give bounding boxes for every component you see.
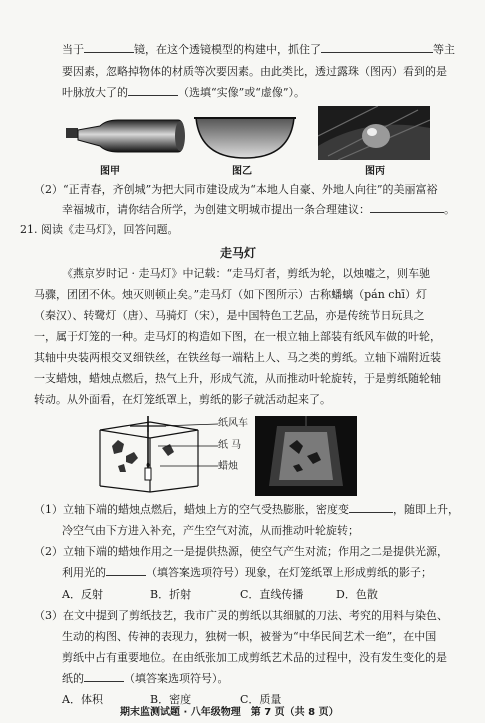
article-line: 一支蜡烛，蜡烛点燃后，热气上升，形成气流，从而推动叶轮旋转，于是剪纸随轮轴 [34,372,441,385]
text: 等主 [433,43,455,56]
option-d[interactable]: D．色散 [336,588,378,601]
text-line: 生动的构图、传神的表现力，独树一帜，被誉为“中华民间艺术一绝”，在中国 [62,630,437,643]
option-a[interactable]: A．体积 [62,693,103,706]
text: （填答案选项符号）现象，在灯笼纸罩上形成剪纸的影子； [146,566,432,579]
bowl-figure [190,112,300,162]
text-line [62,563,432,583]
text-line [62,200,455,220]
answer-blank[interactable] [321,40,433,53]
question-heading: 21. 阅读《走马灯》，回答问题。 [20,223,179,236]
text: ，随即上升， [393,503,459,516]
text: 。 [444,203,455,216]
text: （1）立轴下端的蜡烛点燃后，蜡烛上方的空气受热膨胀，密度变 [34,503,349,516]
text-line: 剪纸中占有重要地位。在由纸张加工成剪纸艺术品的过程中，没有发生变化的是 [62,651,447,664]
text: 幸福城市，请你结合所学，为创建文明城市提出一条合理建议： [62,203,370,216]
text-line [62,40,455,60]
text-line: （3）在文中提到了剪纸技艺，我市广灵的剪纸以其细腻的刀法、考究的用料与染色、 [34,609,448,622]
answer-blank[interactable] [84,40,134,53]
answer-blank[interactable] [349,500,393,513]
option-b[interactable]: B．折射 [150,588,192,601]
text-line: 要因素，忽略掉物体的材质等次要因素。由此类比，透过露珠（图丙）看到的是 [62,65,447,78]
text-line [62,669,229,689]
article-line: 转动。从外面看，在灯笼纸罩上，剪纸的影子就活动起来了。 [34,393,331,406]
figure-caption: 图乙 [232,166,252,177]
label-pinwheel: 纸风车 [218,418,248,429]
option-c[interactable]: C．直线传播 [240,588,304,601]
lantern-photo [255,416,357,496]
text: 镜，在这个透镜模型的构建中，抓住了 [134,43,321,56]
answer-blank[interactable] [106,563,146,576]
text: 纸的 [62,672,84,685]
label-leader-lines [156,420,220,470]
option-c[interactable]: C．质量 [240,693,282,706]
text-line: （2）立轴下端的蜡烛作用之一是提供热源，使空气产生对流；作用之二是提供光源， [34,545,448,558]
figure-caption: 图丙 [365,166,385,177]
article-line: 其轴中央装两根交叉细铁丝，在铁丝每一端粘上人、马之类的剪纸。立轴下端附近装 [34,351,441,364]
answer-blank[interactable] [84,669,124,682]
article-line: （秦汉）、转鹭灯（唐）、马骑灯（宋），是中国特色工艺品，亦是传统节日玩具之 [34,309,425,322]
text-line [34,500,459,520]
article-line: 《燕京岁时记 · 走马灯》中记载：“走马灯者，剪纸为轮，以烛嘘之，则车驰 [62,267,431,280]
text-line [62,83,305,103]
answer-blank[interactable] [128,83,178,96]
bottle-figure [62,112,187,160]
label-paper-horse: 纸 马 [218,440,242,451]
article-line: 马骤，团团不休。烛灭则顿止矣。”走马灯（如下图所示）古称蟠螭（pán chī）灯 [34,288,428,301]
text: （填答案选项符号）。 [124,672,229,685]
label-candle: 蜡烛 [218,461,238,472]
text: 利用光的 [62,566,106,579]
article-title: 走马灯 [220,246,257,260]
answer-blank[interactable] [370,200,444,213]
text: 当于 [62,43,84,56]
page-footer: 期末监测试题 · 八年级物理 第 7 页（共 8 页） [120,707,339,718]
article-line: 一，属于灯笼的一种。走马灯的构造如下图，在一根立轴上部装有纸风车做的叶轮， [34,330,441,343]
text: （选填“实像”或“虚像”）。 [178,86,305,99]
option-b[interactable]: B．密度 [150,693,192,706]
text-line: 冷空气由下方进入补充，产生空气对流，从而推动叶轮旋转； [62,524,359,537]
text-line: （2）“正青春，齐创城”为把大同市建设成为“本地人自豪、外地人向往”的美丽富裕 [34,183,438,196]
figure-caption: 图甲 [100,166,120,177]
option-a[interactable]: A．反射 [62,588,103,601]
dewdrop-photo [318,106,430,160]
text: 叶脉放大了的 [62,86,128,99]
